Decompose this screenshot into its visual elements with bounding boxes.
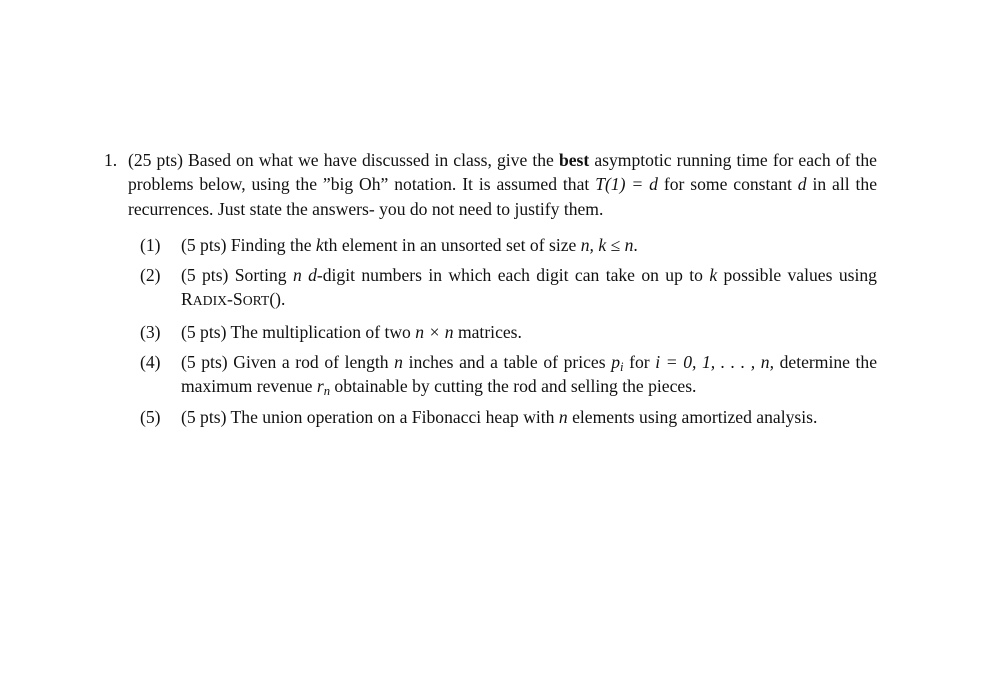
math-i-range: i = 0, 1, . . . , n, [655,352,774,373]
problem-number: 1. [104,150,118,170]
math-k: k [709,265,718,286]
math-r-n [316,376,331,399]
problem-1 [104,148,877,435]
subproblem-text: Finding the [230,234,312,255]
sc-letters: ADIX [192,293,228,309]
intro-text-d: in all the recurrences. Just state the answers- you do not need to justify them. [128,174,878,219]
recurrence-base-case: T(1) = d [595,174,658,195]
subproblem-number: (1) [140,234,161,255]
subproblem-points: (5 pts) [181,406,227,427]
subproblem-list [140,233,877,429]
subproblem-text: Given a rod of length [233,352,389,373]
problem-intro [128,148,877,221]
subproblem-number: (3) [140,321,161,342]
subproblem-text: elements using amortized analysis. [572,406,818,427]
math-n-by-n: n × n [415,321,454,342]
subproblem-points: (5 pts) [181,234,227,255]
math-n: n [292,265,302,286]
subproblem-text: The multiplication of two [230,321,411,342]
sc-letter: S [232,289,243,310]
subproblem-number: (5) [140,406,161,427]
subproblem-text: obtainable by cutting the rod and selling the pieces. [334,376,697,397]
subproblem-4 [140,350,877,399]
subproblem-text: matrices. [457,321,522,342]
subproblem-text: (). [269,289,286,310]
subproblem-2 [140,263,877,314]
subproblem-text: possible values using [723,265,877,286]
intro-text-c: for some constant [663,174,792,195]
sc-letters: ORT [242,293,270,309]
math-d: d [308,265,317,286]
subproblem-points: (5 pts) [181,265,229,286]
subproblem-text: inches and a table of prices [408,352,606,373]
math-k: k [315,234,324,255]
radix-sort-name [181,289,269,309]
subproblem-5 [140,405,877,429]
math-r: r [316,376,324,397]
subproblem-text: th element in an unsorted set of size [323,234,577,255]
emphasis-best: best [558,150,590,170]
math-n: n [394,352,403,373]
subproblem-1 [140,233,877,257]
intro-text-a: Based on what we have discussed in class, give the [188,150,554,170]
subproblem-points: (5 pts) [181,321,227,342]
sc-letter: R [181,289,193,310]
problem-statement [128,148,877,429]
subproblem-text: -digit numbers in which each digit can take on up to [316,265,703,286]
math-p: p [611,352,620,373]
problem-points: (25 pts) [128,150,183,170]
intro-text-b: asymptotic running time for each of the problems below, using the ”big Oh” notation. It is assumed that [128,150,877,195]
subproblem-text: . [633,234,638,255]
subproblem-points: (5 pts) [181,352,228,373]
sc-dash: - [227,289,233,310]
subproblem-number: (2) [140,265,161,286]
subproblem-text: determine the maximum revenue [181,352,878,397]
subproblem-text: Sorting [234,265,287,286]
math-subscript: n [323,384,331,399]
math-n: n [558,406,568,427]
subproblem-text: The union operation on a Fibonacci heap with [230,406,555,427]
constant-d: d [797,174,807,195]
subproblem-number: (4) [140,352,161,373]
math-subscript: i [620,360,624,375]
subproblem-text: for [629,352,650,373]
subproblem-3 [140,320,877,344]
math-p-i [611,352,624,375]
math-n-k: n, k ≤ n [580,234,634,255]
